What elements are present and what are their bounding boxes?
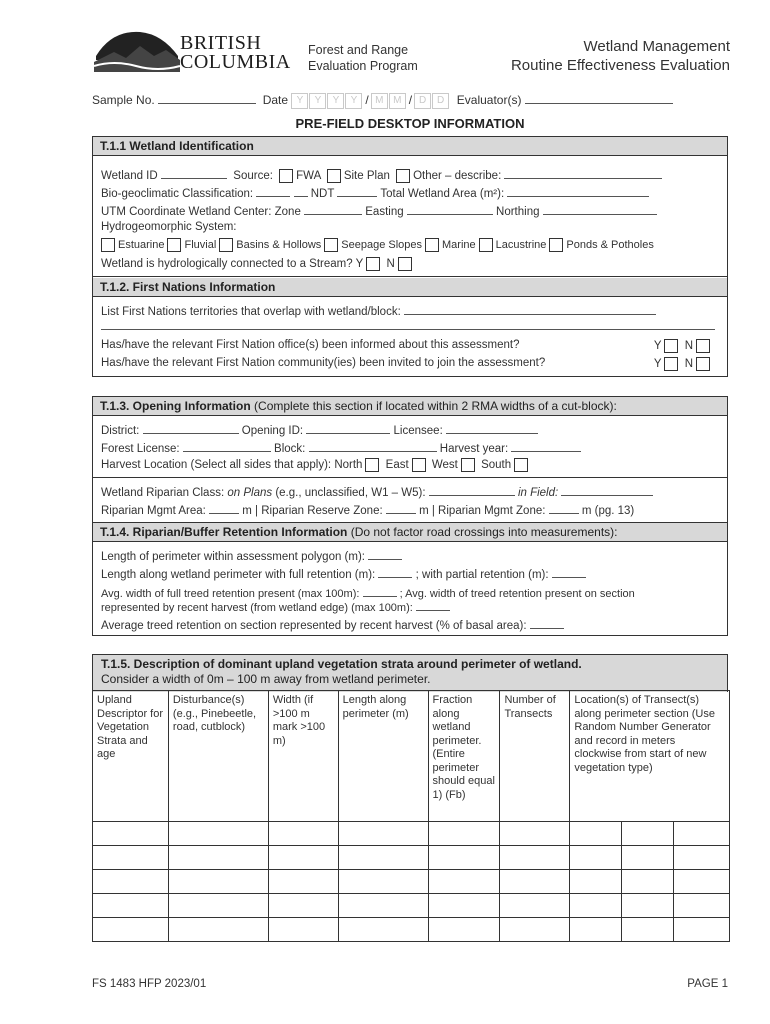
total-area-label: Total Wetland Area (m²): — [380, 188, 505, 200]
form-title-line2: Routine Effectiveness Evaluation — [510, 57, 730, 74]
hydro-system-label: Ponds & Potholes — [566, 238, 654, 251]
table-row — [93, 846, 730, 870]
riparian-buffer-note: (Do not factor road crossings into measurements): — [350, 525, 618, 539]
avg-width-harvest-field[interactable] — [416, 599, 450, 611]
other-checkbox[interactable] — [396, 169, 410, 183]
table-cell[interactable] — [500, 846, 570, 870]
riparian-buffer-title: T.1.4. Riparian/Buffer Retention Information — [100, 525, 348, 539]
table-cell[interactable] — [168, 918, 268, 942]
mgmt-area-field[interactable] — [209, 502, 239, 514]
hydro-system-checkbox[interactable] — [219, 238, 233, 252]
column-header: Disturbance(s) (e.g., Pinebeetle, road, cutblock) — [168, 691, 268, 822]
northing-field[interactable] — [543, 203, 657, 215]
table-row — [93, 894, 730, 918]
form-id: FS 1483 HFP 2023/01 — [92, 978, 207, 990]
licensee-label: Licensee: — [393, 425, 443, 437]
page-number: PAGE 1 — [687, 978, 728, 990]
invited-n-checkbox[interactable] — [696, 357, 710, 371]
biogeo-field-2[interactable] — [294, 185, 308, 197]
first-nations-list-row — [101, 303, 656, 318]
biogeo-field[interactable] — [256, 185, 290, 197]
date-separator: / — [365, 93, 369, 107]
full-retention-field[interactable] — [378, 566, 412, 578]
avg-width-full-field[interactable] — [363, 585, 397, 597]
riparian-class-plans-field[interactable] — [429, 484, 515, 496]
table-row — [93, 822, 730, 846]
east-label: East — [385, 459, 409, 472]
informed-y-label: Y — [653, 340, 662, 353]
meta-line — [92, 92, 730, 109]
column-header: Number of Transects — [500, 691, 570, 822]
connected-n-label: N — [386, 258, 395, 271]
hydro-system-checkbox[interactable] — [167, 238, 181, 252]
vegetation-subtitle: Consider a width of 0m – 100 m away from wetland perimeter. — [101, 672, 431, 686]
table-cell[interactable] — [338, 918, 428, 942]
informed-n-checkbox[interactable] — [696, 339, 710, 353]
bc-logo-icon — [92, 26, 182, 74]
org-name — [180, 34, 291, 72]
opening-id-label: Opening ID: — [241, 425, 304, 437]
first-nations-list-field[interactable] — [404, 303, 656, 315]
org-line2: COLUMBIA — [180, 51, 291, 73]
table-cell[interactable] — [674, 846, 730, 870]
table-cell[interactable] — [93, 918, 169, 942]
informed-label: Has/have the relevant First Nation office(s) been informed about this assessment? — [101, 339, 520, 351]
table-cell[interactable] — [268, 870, 338, 894]
table-cell[interactable] — [622, 846, 674, 870]
date-digit-box[interactable]: M — [389, 93, 406, 109]
date-digit-box[interactable]: M — [371, 93, 388, 109]
hydro-system-label: Basins & Hollows — [236, 238, 322, 251]
table-cell[interactable] — [268, 918, 338, 942]
basal-area-label: Average treed retention on section represented by recent harvest (% of basal area): — [101, 620, 527, 632]
table-cell[interactable] — [268, 846, 338, 870]
table-row — [93, 870, 730, 894]
harvest-year-field[interactable] — [511, 440, 581, 452]
connected-y-checkbox[interactable] — [366, 257, 380, 271]
table-header-row — [93, 691, 730, 822]
avg-width-harvest-label: represented by recent harvest (from wetland edge) (max 100m): — [101, 602, 413, 614]
table-cell[interactable] — [338, 870, 428, 894]
avg-width-treed-label: ; Avg. width of treed retention present on section — [399, 588, 635, 600]
date-digit-box[interactable]: D — [432, 93, 449, 109]
block-field[interactable] — [309, 440, 437, 452]
table-cell[interactable] — [338, 822, 428, 846]
table-cell[interactable] — [428, 870, 500, 894]
table-cell[interactable] — [268, 894, 338, 918]
table-cell[interactable] — [428, 918, 500, 942]
section-title: T.1.1 Wetland Identification — [93, 137, 727, 156]
district-label: District: — [101, 425, 140, 437]
wetland-id-field[interactable] — [161, 167, 227, 179]
basal-area-field[interactable] — [530, 617, 564, 629]
north-label: North — [334, 459, 363, 472]
biogeo-label: Bio-geoclimatic Classification: — [101, 188, 254, 200]
hydro-system-checkbox[interactable] — [324, 238, 338, 252]
hydro-system-checkbox[interactable] — [479, 238, 493, 252]
easting-field[interactable] — [407, 203, 493, 215]
table-cell[interactable] — [674, 822, 730, 846]
reserve-zone-unit: m — [419, 505, 429, 517]
hydro-system-checkbox[interactable] — [425, 238, 439, 252]
table-cell[interactable] — [168, 846, 268, 870]
table-cell[interactable] — [93, 894, 169, 918]
column-header: Fraction along wetland perimeter. (Entire perimeter should equal 1) (Fb) — [428, 691, 500, 822]
riparian-mgmt-row — [101, 502, 634, 517]
date-digit-box[interactable]: Y — [291, 93, 308, 109]
table-cell[interactable] — [168, 822, 268, 846]
utm-row — [101, 203, 657, 218]
program-line1: Forest and Range — [308, 43, 409, 57]
ndt-field[interactable] — [337, 185, 377, 197]
connected-n-checkbox[interactable] — [398, 257, 412, 271]
informed-n-label: N — [684, 340, 693, 353]
hydro-label: Hydrogeomorphic System: — [101, 221, 237, 233]
south-label: South — [481, 459, 512, 472]
date-digit-box[interactable]: Y — [327, 93, 344, 109]
table-cell[interactable] — [674, 894, 730, 918]
table-cell[interactable] — [338, 846, 428, 870]
evaluator-field[interactable] — [525, 92, 673, 104]
table-cell[interactable] — [500, 870, 570, 894]
other-label: Other – describe: — [413, 170, 502, 182]
section-title-riparian-buffer — [93, 522, 727, 542]
section-wetland-identification — [92, 136, 728, 377]
table-cell[interactable] — [338, 894, 428, 918]
table-cell[interactable] — [500, 894, 570, 918]
district-row — [101, 422, 538, 437]
riparian-class-field-field[interactable] — [561, 484, 653, 496]
table-cell[interactable] — [428, 822, 500, 846]
date-digit-box[interactable]: D — [414, 93, 431, 109]
forest-license-row — [101, 440, 581, 455]
divider — [93, 276, 727, 277]
section-vegetation-strata — [92, 654, 728, 692]
mgmt-zone-label: | Riparian Mgmt Zone: — [431, 505, 546, 517]
wetland-id-row — [101, 167, 662, 183]
avg-width-row-2 — [101, 599, 450, 614]
table-cell[interactable] — [93, 870, 169, 894]
hydro-system-label: Lacustrine — [495, 238, 547, 251]
table-cell[interactable] — [570, 846, 622, 870]
column-header: Location(s) of Transect(s) along perimeter section (Use Random Number Generator and record in meters clockwise from start of new vegetation type) — [570, 691, 730, 822]
org-line1: BRITISH — [180, 32, 262, 54]
north-checkbox[interactable] — [365, 458, 379, 472]
table-cell[interactable] — [168, 870, 268, 894]
avg-width-full-label: Avg. width of full treed retention present (max 100m): — [101, 588, 360, 600]
block-label: Block: — [274, 443, 306, 455]
licensee-field[interactable] — [446, 422, 538, 434]
opening-note: (Complete this section if located within 2 RMA widths of a cut-block): — [254, 399, 617, 413]
table-cell[interactable] — [570, 822, 622, 846]
first-nations-list-label: List First Nations territories that overlap with wetland/block: — [101, 306, 401, 318]
table-cell[interactable] — [500, 822, 570, 846]
zone-field[interactable] — [304, 203, 362, 215]
perimeter-row — [101, 548, 402, 563]
table-cell[interactable] — [93, 822, 169, 846]
hydro-system-label: Seepage Slopes — [341, 238, 422, 251]
riparian-class-row — [101, 484, 653, 499]
site-plan-label: Site Plan — [343, 170, 390, 182]
table-cell[interactable] — [674, 918, 730, 942]
table-cell[interactable] — [570, 918, 622, 942]
avg-width-row — [101, 585, 635, 600]
connected-row — [101, 257, 415, 271]
table-cell[interactable] — [570, 870, 622, 894]
utm-label: UTM Coordinate Wetland Center: Zone — [101, 206, 301, 218]
basal-area-row — [101, 617, 564, 632]
south-checkbox[interactable] — [514, 458, 528, 472]
mgmt-zone-field[interactable] — [549, 502, 579, 514]
opening-id-field[interactable] — [306, 422, 390, 434]
column-header: Width (if >100 m mark >100 m) — [268, 691, 338, 822]
date-field[interactable] — [291, 93, 450, 107]
mgmt-zone-unit: m (pg. 13) — [581, 505, 635, 517]
table-cell[interactable] — [93, 846, 169, 870]
riparian-class-label: Wetland Riparian Class: — [101, 487, 225, 499]
district-field[interactable] — [143, 422, 239, 434]
table-cell[interactable] — [428, 846, 500, 870]
table-cell[interactable] — [622, 870, 674, 894]
date-digit-box[interactable]: Y — [345, 93, 362, 109]
date-separator: / — [408, 93, 413, 107]
forest-license-label: Forest License: — [101, 443, 180, 455]
invited-y-checkbox[interactable] — [664, 357, 678, 371]
partial-retention-label: ; with partial retention (m): — [415, 569, 549, 581]
table-cell[interactable] — [268, 822, 338, 846]
mgmt-area-label: Riparian Mgmt Area: — [101, 505, 206, 517]
invited-y-label: Y — [653, 358, 662, 371]
perimeter-label: Length of perimeter within assessment polygon (m): — [101, 551, 365, 563]
wetland-id-label: Wetland ID — [101, 170, 158, 182]
east-checkbox[interactable] — [412, 458, 426, 472]
hydro-system-checkbox[interactable] — [549, 238, 563, 252]
easting-label: Easting — [365, 206, 404, 218]
sample-field[interactable] — [158, 92, 256, 104]
table-cell[interactable] — [570, 894, 622, 918]
site-plan-checkbox[interactable] — [327, 169, 341, 183]
informed-y-checkbox[interactable] — [664, 339, 678, 353]
table-cell[interactable] — [622, 918, 674, 942]
section-title-first-nations: T.1.2. First Nations Information — [93, 278, 727, 297]
perimeter-field[interactable] — [368, 548, 402, 560]
section-title-opening — [93, 397, 727, 416]
reserve-zone-label: | Riparian Reserve Zone: — [255, 505, 383, 517]
partial-retention-field[interactable] — [552, 566, 586, 578]
program-name — [308, 42, 418, 74]
hydro-system-label: Fluvial — [184, 238, 217, 251]
unclassified-label: (e.g., unclassified, W1 – W5): — [275, 487, 426, 499]
form-title-line1: Wetland Management — [583, 38, 730, 55]
total-area-field[interactable] — [507, 185, 649, 197]
forest-license-field[interactable] — [183, 440, 271, 452]
program-line2: Evaluation Program — [308, 59, 418, 73]
table-cell[interactable] — [168, 894, 268, 918]
mgmt-area-unit: m — [242, 505, 252, 517]
vegetation-table — [92, 690, 730, 942]
reserve-zone-field[interactable] — [386, 502, 416, 514]
west-checkbox[interactable] — [461, 458, 475, 472]
table-cell[interactable] — [622, 894, 674, 918]
column-header: Length along perimeter (m) — [338, 691, 428, 822]
sample-label: Sample No. — [92, 93, 155, 107]
fwa-label: FWA — [296, 170, 321, 182]
connected-y-label: Y — [355, 258, 364, 271]
hydro-systems-row — [101, 238, 654, 252]
table-cell[interactable] — [500, 918, 570, 942]
table-cell[interactable] — [622, 822, 674, 846]
column-header: Upland Descriptor for Vegetation Strata and age — [93, 691, 169, 822]
date-digit-box[interactable]: Y — [309, 93, 326, 109]
west-label: West — [431, 459, 458, 472]
in-field-label: in Field: — [517, 487, 559, 499]
informed-row — [101, 339, 713, 351]
page-title: PRE-FIELD DESKTOP INFORMATION — [295, 116, 525, 131]
form-title — [511, 37, 730, 75]
table-cell[interactable] — [428, 894, 500, 918]
connected-label: Wetland is hydrologically connected to a Stream? — [101, 258, 353, 271]
invited-label: Has/have the relevant First Nation community(ies) been invited to join the assessment? — [101, 357, 546, 369]
hydro-system-label: Marine — [442, 238, 476, 251]
ndt-label: NDT — [310, 188, 335, 200]
on-plans-label: on Plans — [227, 487, 273, 499]
table-row — [93, 918, 730, 942]
harvest-location-row — [101, 458, 531, 472]
hydro-system-checkbox[interactable] — [101, 238, 115, 252]
fwa-checkbox[interactable] — [279, 169, 293, 183]
biogeo-row — [101, 185, 649, 200]
section-opening-information — [92, 396, 728, 636]
opening-title: T.1.3. Opening Information — [100, 399, 251, 413]
harvest-year-label: Harvest year: — [439, 443, 509, 455]
full-retention-label: Length along wetland perimeter with full retention (m): — [101, 569, 376, 581]
source-label: Source: — [233, 170, 273, 182]
invited-n-label: N — [684, 358, 693, 371]
northing-label: Northing — [496, 206, 540, 218]
other-field[interactable] — [504, 167, 662, 179]
hydro-system-label: Estuarine — [118, 238, 165, 251]
invited-row — [101, 357, 713, 369]
table-cell[interactable] — [674, 870, 730, 894]
vegetation-title: T.1.5. Description of dominant upland vegetation strata around perimeter of wetland. — [101, 657, 582, 671]
harvest-location-label: Harvest Location (Select all sides that apply): — [101, 459, 332, 472]
evaluator-label: Evaluator(s) — [456, 93, 522, 107]
date-label: Date — [262, 93, 289, 107]
first-nations-list-field-2[interactable] — [101, 329, 715, 330]
divider — [93, 477, 727, 478]
full-retention-row — [101, 566, 586, 581]
